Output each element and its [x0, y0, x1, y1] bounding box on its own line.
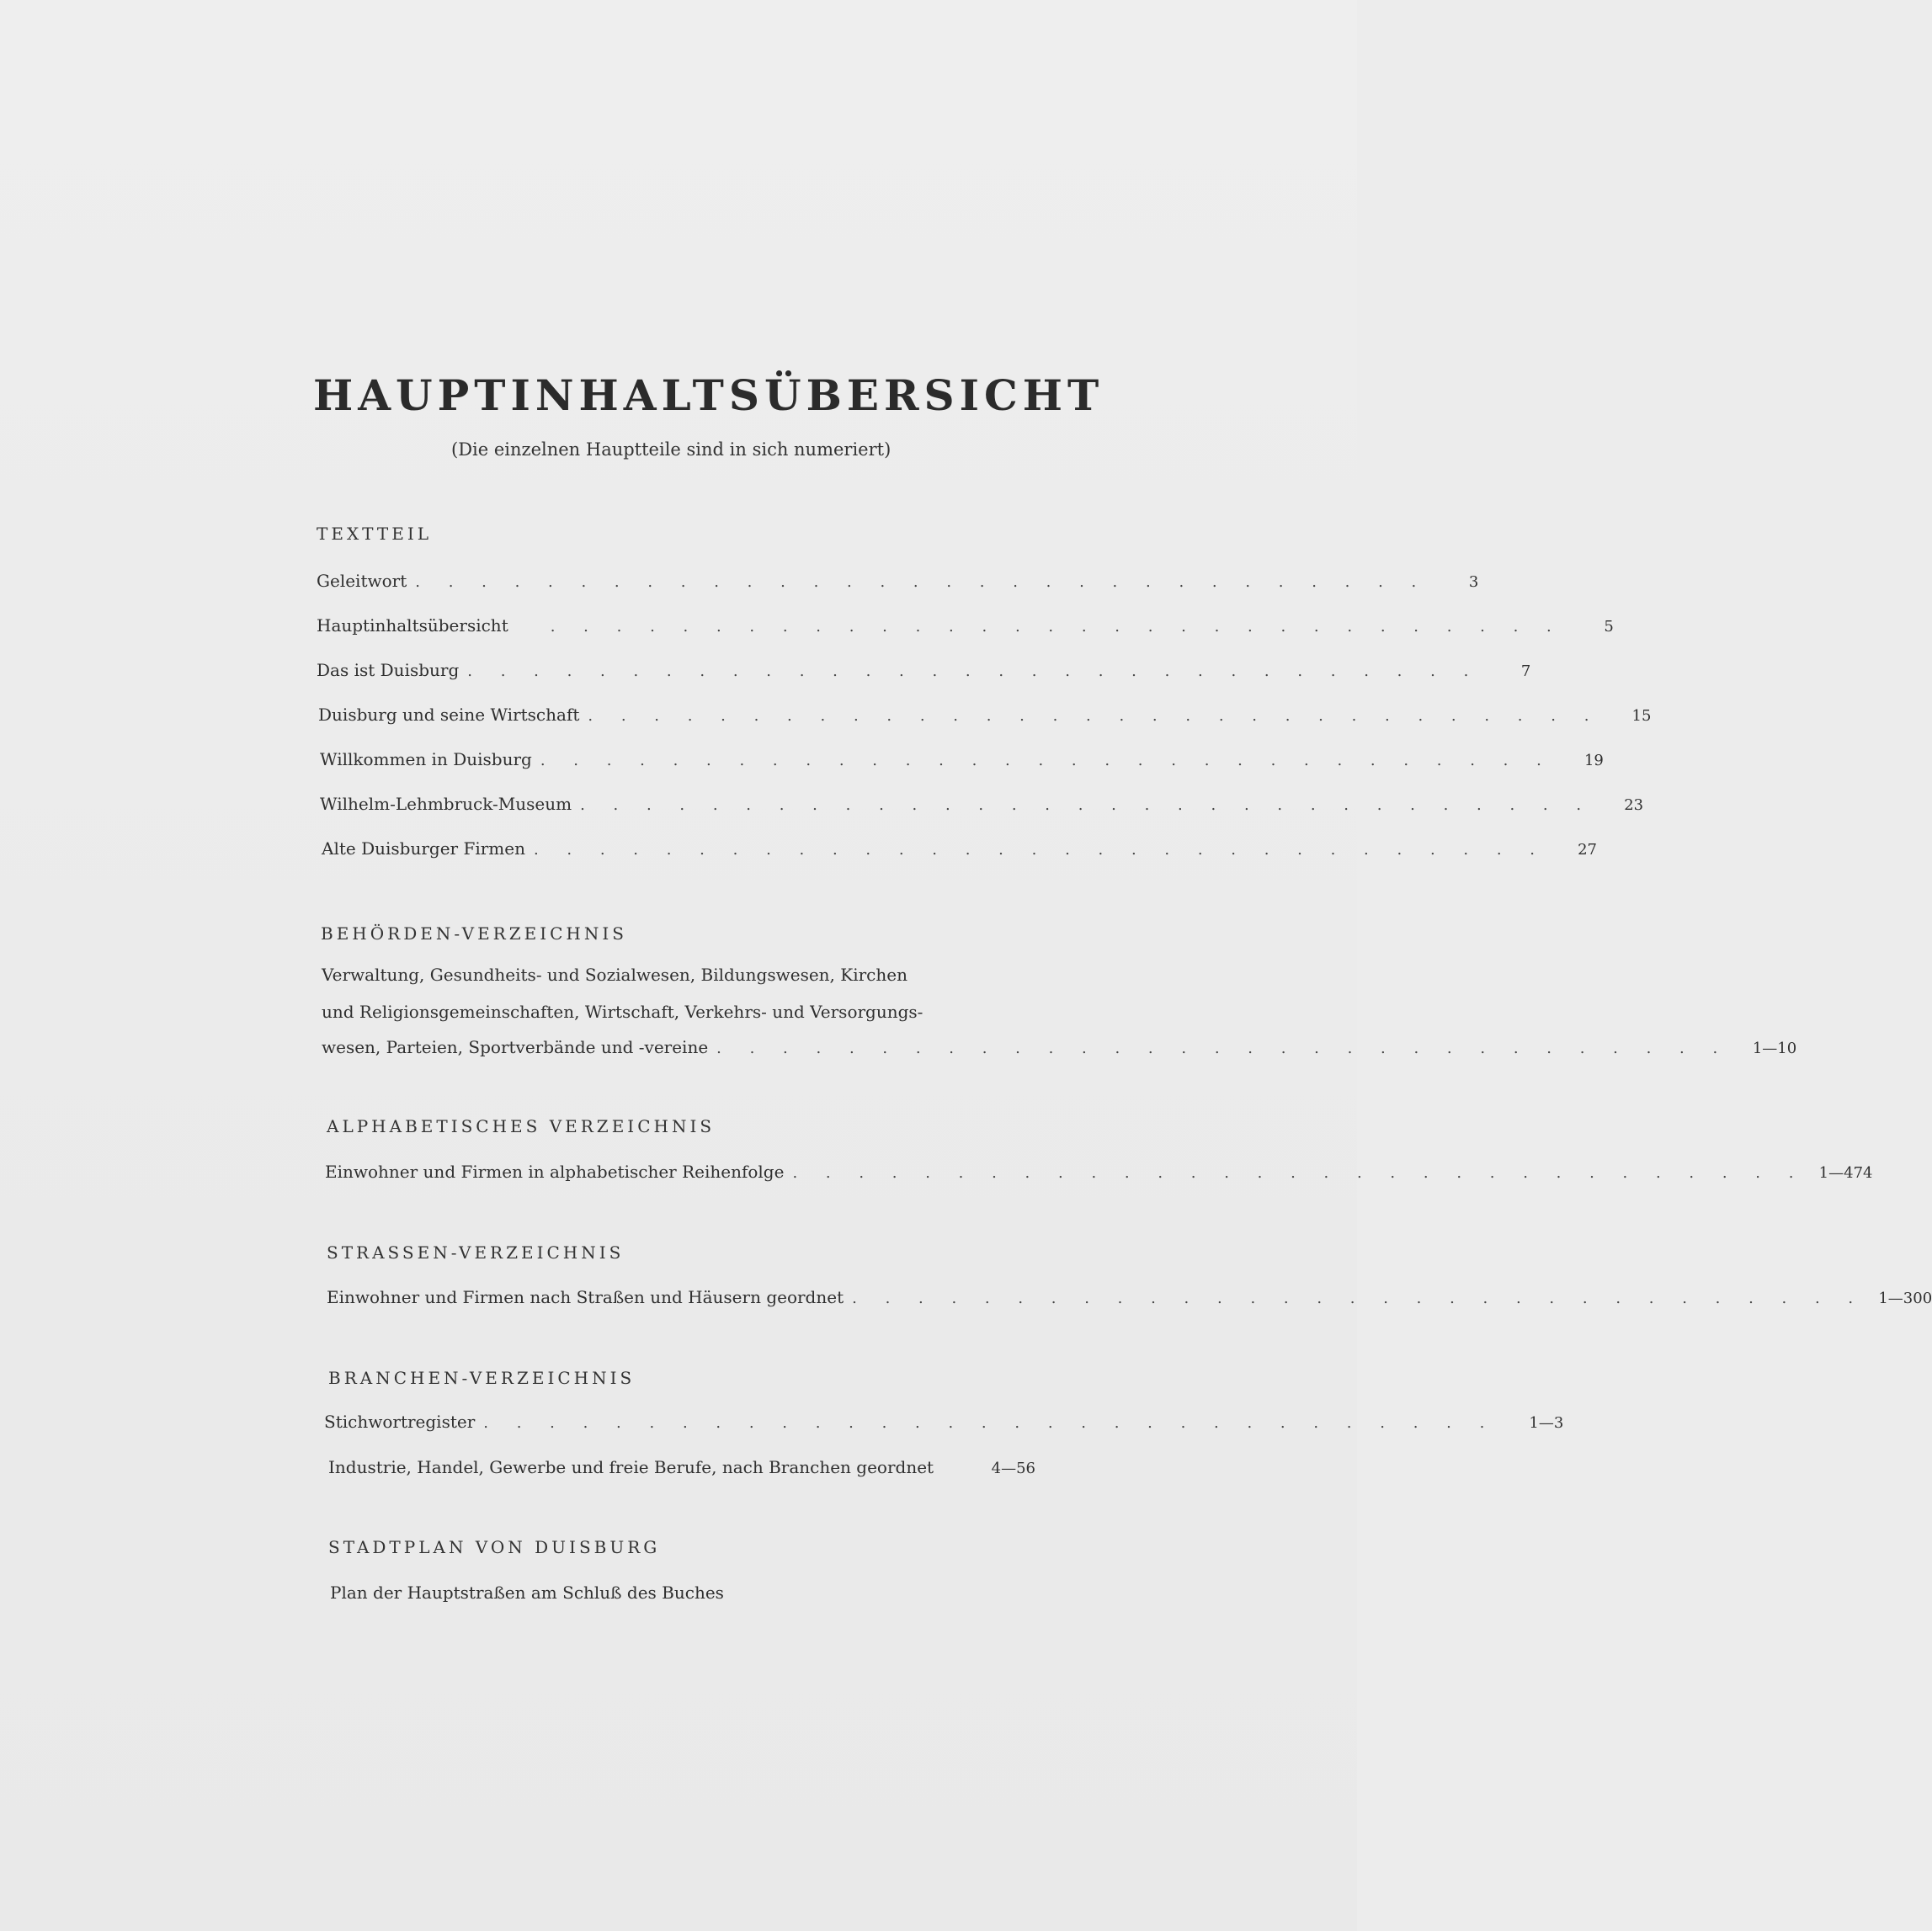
page-subtitle: (Die einzelnen Hauptteile sind in sich numeriert) [451, 439, 891, 460]
toc-entry-page: 1—474 [1818, 1164, 1873, 1182]
leader-dots: . . . . . . . . . . . . . . . . . . . . . . . . . . . . . . . [415, 573, 1429, 591]
leader-dots: . . . . . . . . . . . . . . . . . . . . . . . . . . . . . . . [550, 618, 1563, 636]
toc-entry [317, 660, 1531, 685]
toc-entry [320, 794, 1644, 819]
leader-dots: . . . . . . . . . . . . . . . . . . . . . . . . . . . . . . . [540, 752, 1553, 769]
leader-dots: . . . . . . . . . . . . . . . . . . . . . . . . . . . . . . . [467, 662, 1481, 680]
toc-entry-label: Das ist Duisburg [317, 660, 460, 680]
toc-entry-label: Industrie, Handel, Gewerbe und freie Berufe, nach Branchen geordnet [328, 1457, 934, 1477]
section-heading-behoerden: BEHÖRDEN-VERZEICHNIS [321, 923, 627, 944]
paragraph-line: Plan der Hauptstraßen am Schluß des Buches [330, 1583, 724, 1603]
paragraph-line: und Religionsgemeinschaften, Wirtschaft, Verkehrs- und Versorgungs- [322, 1002, 923, 1022]
toc-entry [317, 615, 1614, 641]
section-heading-alphabetisch: ALPHABETISCHES VERZEICHNIS [327, 1116, 716, 1136]
toc-entry [318, 705, 1652, 730]
toc-entry-label: Geleitwort [317, 571, 407, 591]
leader-dots: . . . . . . . . . . . . . . . . . . . . . . . . . . . . . . . [533, 841, 1546, 859]
toc-entry-page: 27 [1578, 841, 1597, 859]
toc-entry-label: Einwohner und Firmen nach Straßen und Häusern geordnet [327, 1287, 844, 1307]
section-heading-stadtplan: STADTPLAN VON DUISBURG [328, 1537, 661, 1557]
toc-entry-page: 15 [1631, 707, 1652, 725]
leader-dots: . . . . . . . . . . . . . . . . . . . . . . . . . . . . . . . [588, 707, 1601, 725]
page-title: HAUPTINHALTSÜBERSICHT [313, 370, 1104, 420]
leader-dots: . . . . . . . . . . . . . . . . . . . . . . . . . . . . . . . [483, 1414, 1497, 1432]
toc-entry-label: wesen, Parteien, Sportverbände und -vereine [322, 1037, 709, 1057]
toc-entry-page: 19 [1583, 752, 1604, 769]
toc-entry-page: 4—56 [991, 1460, 1035, 1477]
toc-entry [317, 571, 1479, 596]
section-heading-branchen: BRANCHEN-VERZEICHNIS [328, 1368, 636, 1388]
section-heading-strassen: STRASSEN-VERZEICHNIS [327, 1242, 625, 1263]
toc-entry-page: 1—300 [1878, 1290, 1932, 1307]
leader-dots: . . . . . . . . . . . . . . . . . . . . . . . . . . . . . . . [580, 796, 1594, 814]
toc-entry-page: 23 [1624, 796, 1644, 814]
toc-entry-label: Willkommen in Duisburg [320, 749, 532, 769]
toc-entry-page: 3 [1468, 573, 1479, 591]
toc-entry [322, 1037, 1797, 1062]
toc-entry-label: Stichwortregister [324, 1412, 476, 1432]
toc-entry [327, 1287, 1932, 1312]
toc-entry-label: Duisburg und seine Wirtschaft [318, 705, 580, 725]
toc-entry [328, 1457, 1035, 1482]
toc-entry [324, 1412, 1564, 1437]
toc-entry-page: 1—10 [1752, 1040, 1797, 1057]
leader-dots: . . . . . . . . . . . . . . . . . . . . . . . . . . . . . . . [716, 1040, 1730, 1057]
toc-entry [320, 749, 1604, 774]
leader-dots: . . . . . . . . . . . . . . . . . . . . . . . . . . . . . . . [852, 1290, 1865, 1307]
toc-entry-label: Alte Duisburger Firmen [322, 838, 525, 859]
toc-entry-page: 7 [1520, 662, 1531, 680]
toc-entry-page: 1—3 [1529, 1414, 1564, 1432]
toc-entry-label: Hauptinhaltsübersicht [317, 615, 508, 636]
toc-entry [325, 1162, 1873, 1187]
paragraph-line: Verwaltung, Gesundheits- und Sozialwesen, Bildungswesen, Kirchen [322, 965, 907, 985]
section-heading-textteil: TEXTTEIL [317, 524, 433, 544]
leader-dots: . . . . . . . . . . . . . . . . . . . . . . . . . . . . . . . [792, 1164, 1806, 1182]
toc-entry-label: Wilhelm-Lehmbruck-Museum [320, 794, 572, 814]
toc-entry-label: Einwohner und Firmen in alphabetischer Reihenfolge [325, 1162, 785, 1182]
toc-entry-page: 5 [1604, 618, 1614, 636]
toc-entry [322, 838, 1597, 864]
